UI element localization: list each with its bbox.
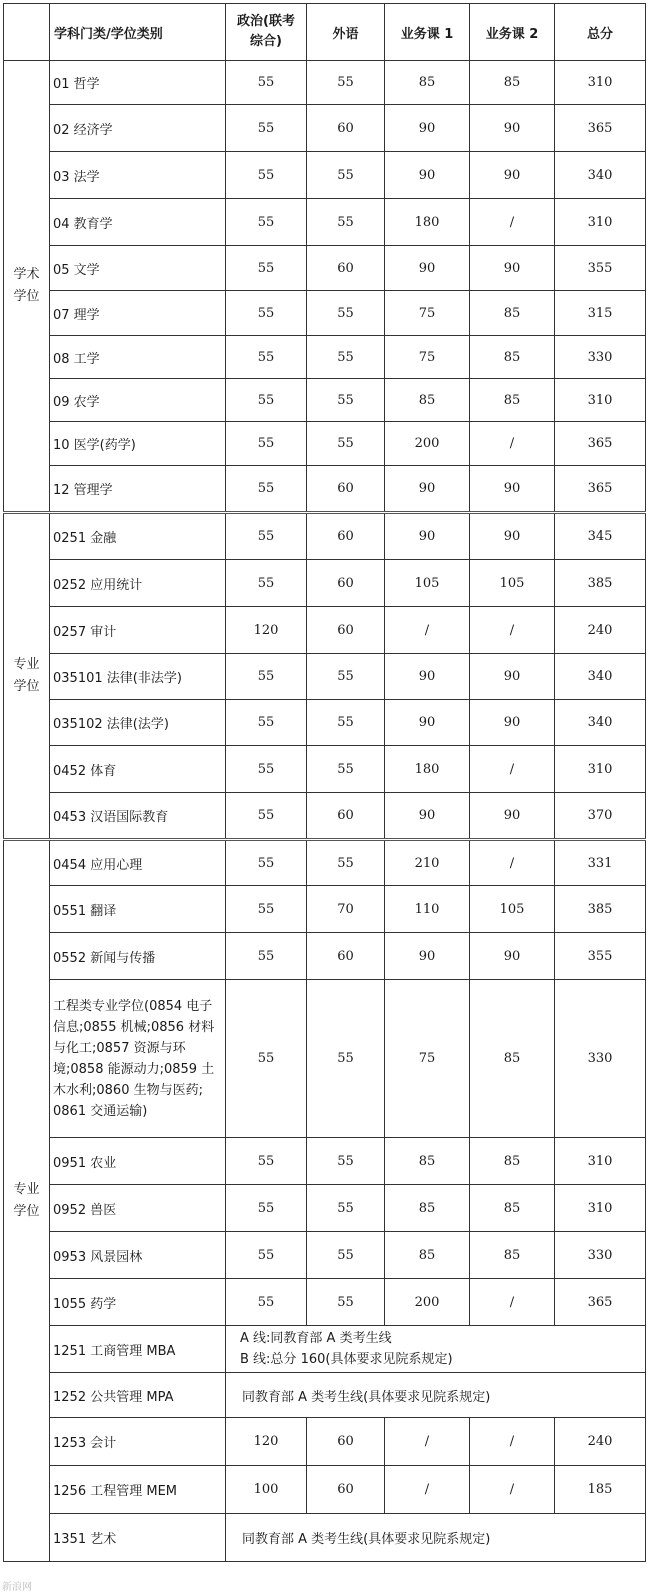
politics-score: 55 bbox=[226, 560, 307, 607]
language-score: 60 bbox=[307, 246, 385, 291]
header-row bbox=[4, 4, 646, 61]
discipline-name: 05 文学 bbox=[50, 246, 226, 291]
course1-score: 75 bbox=[385, 336, 470, 379]
total-score: 310 bbox=[555, 379, 646, 422]
table-row bbox=[4, 1279, 646, 1326]
course1-score: 85 bbox=[385, 1232, 470, 1279]
course2-score: / bbox=[470, 422, 555, 466]
course2-score: 90 bbox=[470, 152, 555, 199]
discipline-name: 0257 审计 bbox=[50, 607, 226, 654]
discipline-name: 07 理学 bbox=[50, 291, 226, 336]
discipline-name: 1055 药学 bbox=[50, 1279, 226, 1326]
language-score: 60 bbox=[307, 105, 385, 152]
course1-score: 75 bbox=[385, 291, 470, 336]
discipline-name: 工程类专业学位(0854 电子信息;0855 机械;0856 材料与化工;0857 资源与环境;0858 能源动力;0859 土木水利;0860 生物与医药; 0861 交通运输) bbox=[50, 980, 226, 1138]
total-score: 310 bbox=[555, 746, 646, 793]
language-score: 55 bbox=[307, 1185, 385, 1232]
course2-score: 85 bbox=[470, 291, 555, 336]
table-row bbox=[4, 199, 646, 246]
total-score: 355 bbox=[555, 933, 646, 980]
language-score: 55 bbox=[307, 291, 385, 336]
discipline-name: 0552 新闻与传播 bbox=[50, 933, 226, 980]
course2-score: 85 bbox=[470, 1232, 555, 1279]
language-score: 55 bbox=[307, 199, 385, 246]
header-corner bbox=[4, 4, 50, 61]
course2-score: 90 bbox=[470, 933, 555, 980]
group-label bbox=[4, 840, 50, 1562]
course1-score: 85 bbox=[385, 61, 470, 105]
discipline-name: 0953 风景园林 bbox=[50, 1232, 226, 1279]
discipline-name: 0453 汉语国际教育 bbox=[50, 793, 226, 840]
total-score: 340 bbox=[555, 654, 646, 700]
language-score: 55 bbox=[307, 336, 385, 379]
politics-score: 55 bbox=[226, 1279, 307, 1326]
course1-score: 210 bbox=[385, 840, 470, 886]
politics-score: 55 bbox=[226, 886, 307, 933]
total-score: 365 bbox=[555, 466, 646, 513]
table-row bbox=[4, 1185, 646, 1232]
course2-score: 90 bbox=[470, 466, 555, 513]
table-row bbox=[4, 1373, 646, 1418]
course2-score: / bbox=[470, 1418, 555, 1466]
language-score: 60 bbox=[307, 560, 385, 607]
total-score: 365 bbox=[555, 105, 646, 152]
politics-score: 55 bbox=[226, 291, 307, 336]
politics-score: 55 bbox=[226, 336, 307, 379]
total-score: 331 bbox=[555, 840, 646, 886]
total-score: 345 bbox=[555, 513, 646, 560]
discipline-name: 0551 翻译 bbox=[50, 886, 226, 933]
language-score: 60 bbox=[307, 607, 385, 654]
discipline-name: 0454 应用心理 bbox=[50, 840, 226, 886]
table-row bbox=[4, 654, 646, 700]
course1-score: 105 bbox=[385, 560, 470, 607]
language-score: 60 bbox=[307, 793, 385, 840]
table-row bbox=[4, 105, 646, 152]
total-score: 315 bbox=[555, 291, 646, 336]
group-label-text: 专业学位 bbox=[13, 1182, 40, 1219]
course1-score: 90 bbox=[385, 933, 470, 980]
politics-score: 55 bbox=[226, 422, 307, 466]
total-score: 355 bbox=[555, 246, 646, 291]
total-score: 185 bbox=[555, 1466, 646, 1514]
politics-score: 55 bbox=[226, 700, 307, 746]
course2-score: 105 bbox=[470, 886, 555, 933]
course1-score: 200 bbox=[385, 1279, 470, 1326]
course1-score: 85 bbox=[385, 379, 470, 422]
language-score: 60 bbox=[307, 1466, 385, 1514]
discipline-name: 0252 应用统计 bbox=[50, 560, 226, 607]
course2-score: 105 bbox=[470, 560, 555, 607]
discipline-name: 04 教育学 bbox=[50, 199, 226, 246]
politics-score: 55 bbox=[226, 1138, 307, 1185]
discipline-name: 12 管理学 bbox=[50, 466, 226, 513]
language-score: 60 bbox=[307, 1418, 385, 1466]
course2-score: / bbox=[470, 1279, 555, 1326]
language-score: 55 bbox=[307, 746, 385, 793]
discipline-name: 0452 体育 bbox=[50, 746, 226, 793]
table-row bbox=[4, 1418, 646, 1466]
total-score: 340 bbox=[555, 700, 646, 746]
table-row bbox=[4, 933, 646, 980]
table-row bbox=[4, 1138, 646, 1185]
total-score: 385 bbox=[555, 886, 646, 933]
total-score: 310 bbox=[555, 199, 646, 246]
discipline-name: 1251 工商管理 MBA bbox=[50, 1326, 226, 1373]
course1-score: 85 bbox=[385, 1138, 470, 1185]
course1-score: 180 bbox=[385, 199, 470, 246]
politics-score: 55 bbox=[226, 152, 307, 199]
table-row bbox=[4, 61, 646, 105]
course2-score: 90 bbox=[470, 793, 555, 840]
language-score: 55 bbox=[307, 422, 385, 466]
language-score: 60 bbox=[307, 513, 385, 560]
table-row bbox=[4, 1514, 646, 1562]
merged-requirement bbox=[226, 1326, 646, 1373]
politics-score: 55 bbox=[226, 199, 307, 246]
score-table bbox=[3, 3, 646, 1562]
politics-score: 55 bbox=[226, 105, 307, 152]
politics-score: 55 bbox=[226, 793, 307, 840]
course2-score: / bbox=[470, 840, 555, 886]
requirement-line: A 线:同教育部 A 类考生线 bbox=[240, 1331, 392, 1346]
language-score: 60 bbox=[307, 933, 385, 980]
discipline-name: 1256 工程管理 MEM bbox=[50, 1466, 226, 1514]
language-score: 55 bbox=[307, 1138, 385, 1185]
table-row bbox=[4, 700, 646, 746]
language-score: 55 bbox=[307, 152, 385, 199]
table-row bbox=[4, 246, 646, 291]
course2-score: 90 bbox=[470, 700, 555, 746]
table-row bbox=[4, 1466, 646, 1514]
politics-score: 55 bbox=[226, 466, 307, 513]
merged-requirement: 同教育部 A 类考生线(具体要求见院系规定) bbox=[226, 1514, 646, 1562]
course2-score: / bbox=[470, 607, 555, 654]
table-row bbox=[4, 980, 646, 1138]
discipline-name: 08 工学 bbox=[50, 336, 226, 379]
language-score: 60 bbox=[307, 466, 385, 513]
total-score: 240 bbox=[555, 1418, 646, 1466]
discipline-name: 0952 兽医 bbox=[50, 1185, 226, 1232]
politics-score: 100 bbox=[226, 1466, 307, 1514]
course2-score: 85 bbox=[470, 1185, 555, 1232]
discipline-name: 03 法学 bbox=[50, 152, 226, 199]
group-label-text: 学术学位 bbox=[13, 267, 40, 304]
table-row bbox=[4, 152, 646, 199]
politics-score: 55 bbox=[226, 933, 307, 980]
course2-score: 90 bbox=[470, 513, 555, 560]
politics-score: 55 bbox=[226, 1185, 307, 1232]
discipline-name: 09 农学 bbox=[50, 379, 226, 422]
total-score: 340 bbox=[555, 152, 646, 199]
discipline-name: 0251 金融 bbox=[50, 513, 226, 560]
table-row bbox=[4, 513, 646, 560]
course1-score: / bbox=[385, 1418, 470, 1466]
table-row bbox=[4, 422, 646, 466]
course1-score: 75 bbox=[385, 980, 470, 1138]
language-score: 55 bbox=[307, 1279, 385, 1326]
language-score: 55 bbox=[307, 840, 385, 886]
course2-score: 85 bbox=[470, 980, 555, 1138]
total-score: 330 bbox=[555, 1232, 646, 1279]
table-row bbox=[4, 379, 646, 422]
table-row bbox=[4, 466, 646, 513]
politics-score: 55 bbox=[226, 980, 307, 1138]
politics-score: 55 bbox=[226, 840, 307, 886]
course1-score: 90 bbox=[385, 152, 470, 199]
course2-score: 85 bbox=[470, 336, 555, 379]
discipline-name: 0951 农业 bbox=[50, 1138, 226, 1185]
table-row bbox=[4, 560, 646, 607]
course1-score: 110 bbox=[385, 886, 470, 933]
group-label bbox=[4, 513, 50, 840]
header-total: 总分 bbox=[555, 4, 646, 61]
requirement-line: B 线:总分 160(具体要求见院系规定) bbox=[240, 1352, 453, 1367]
course1-score: 90 bbox=[385, 513, 470, 560]
course2-score: 85 bbox=[470, 1138, 555, 1185]
language-score: 55 bbox=[307, 700, 385, 746]
politics-score: 55 bbox=[226, 1232, 307, 1279]
merged-requirement: 同教育部 A 类考生线(具体要求见院系规定) bbox=[226, 1373, 646, 1418]
table-row bbox=[4, 746, 646, 793]
course2-score: / bbox=[470, 1466, 555, 1514]
course1-score: 90 bbox=[385, 654, 470, 700]
language-score: 70 bbox=[307, 886, 385, 933]
table-row bbox=[4, 840, 646, 886]
discipline-name: 1253 会计 bbox=[50, 1418, 226, 1466]
discipline-name: 035102 法律(法学) bbox=[50, 700, 226, 746]
course1-score: 90 bbox=[385, 466, 470, 513]
course1-score: 180 bbox=[385, 746, 470, 793]
table-body bbox=[4, 61, 646, 1562]
table-row bbox=[4, 607, 646, 654]
politics-score: 55 bbox=[226, 379, 307, 422]
course2-score: 85 bbox=[470, 379, 555, 422]
course1-score: 85 bbox=[385, 1185, 470, 1232]
discipline-name: 035101 法律(非法学) bbox=[50, 654, 226, 700]
group-label bbox=[4, 61, 50, 513]
header-discipline: 学科门类/学位类别 bbox=[50, 4, 226, 61]
course1-score: / bbox=[385, 1466, 470, 1514]
header-politics: 政治(联考综合) bbox=[226, 4, 307, 61]
politics-score: 120 bbox=[226, 607, 307, 654]
total-score: 365 bbox=[555, 422, 646, 466]
course2-score: 90 bbox=[470, 105, 555, 152]
header-course2: 业务课 2 bbox=[470, 4, 555, 61]
course2-score: / bbox=[470, 199, 555, 246]
course1-score: 90 bbox=[385, 105, 470, 152]
language-score: 55 bbox=[307, 1232, 385, 1279]
table-row bbox=[4, 793, 646, 840]
politics-score: 120 bbox=[226, 1418, 307, 1466]
course2-score: 90 bbox=[470, 654, 555, 700]
language-score: 55 bbox=[307, 379, 385, 422]
total-score: 310 bbox=[555, 1138, 646, 1185]
course2-score: 90 bbox=[470, 246, 555, 291]
politics-score: 55 bbox=[226, 513, 307, 560]
total-score: 310 bbox=[555, 1185, 646, 1232]
header-language: 外语 bbox=[307, 4, 385, 61]
total-score: 330 bbox=[555, 336, 646, 379]
politics-score: 55 bbox=[226, 246, 307, 291]
discipline-name: 01 哲学 bbox=[50, 61, 226, 105]
table-row bbox=[4, 886, 646, 933]
total-score: 365 bbox=[555, 1279, 646, 1326]
total-score: 330 bbox=[555, 980, 646, 1138]
discipline-name: 02 经济学 bbox=[50, 105, 226, 152]
politics-score: 55 bbox=[226, 654, 307, 700]
watermark: 新浪网 bbox=[2, 1582, 32, 1593]
course2-score: 85 bbox=[470, 61, 555, 105]
language-score: 55 bbox=[307, 61, 385, 105]
course1-score: 90 bbox=[385, 246, 470, 291]
course2-score: / bbox=[470, 746, 555, 793]
total-score: 240 bbox=[555, 607, 646, 654]
discipline-name: 10 医学(药学) bbox=[50, 422, 226, 466]
discipline-name: 1252 公共管理 MPA bbox=[50, 1373, 226, 1418]
total-score: 310 bbox=[555, 61, 646, 105]
course1-score: 200 bbox=[385, 422, 470, 466]
politics-score: 55 bbox=[226, 746, 307, 793]
table-row bbox=[4, 1232, 646, 1279]
table-row bbox=[4, 336, 646, 379]
table-row bbox=[4, 291, 646, 336]
header-course1: 业务课 1 bbox=[385, 4, 470, 61]
course1-score: 90 bbox=[385, 700, 470, 746]
course1-score: 90 bbox=[385, 793, 470, 840]
course1-score: / bbox=[385, 607, 470, 654]
group-label-text: 专业学位 bbox=[13, 657, 40, 694]
language-score: 55 bbox=[307, 654, 385, 700]
language-score: 55 bbox=[307, 980, 385, 1138]
politics-score: 55 bbox=[226, 61, 307, 105]
total-score: 370 bbox=[555, 793, 646, 840]
discipline-name: 1351 艺术 bbox=[50, 1514, 226, 1562]
total-score: 385 bbox=[555, 560, 646, 607]
table-row bbox=[4, 1326, 646, 1373]
